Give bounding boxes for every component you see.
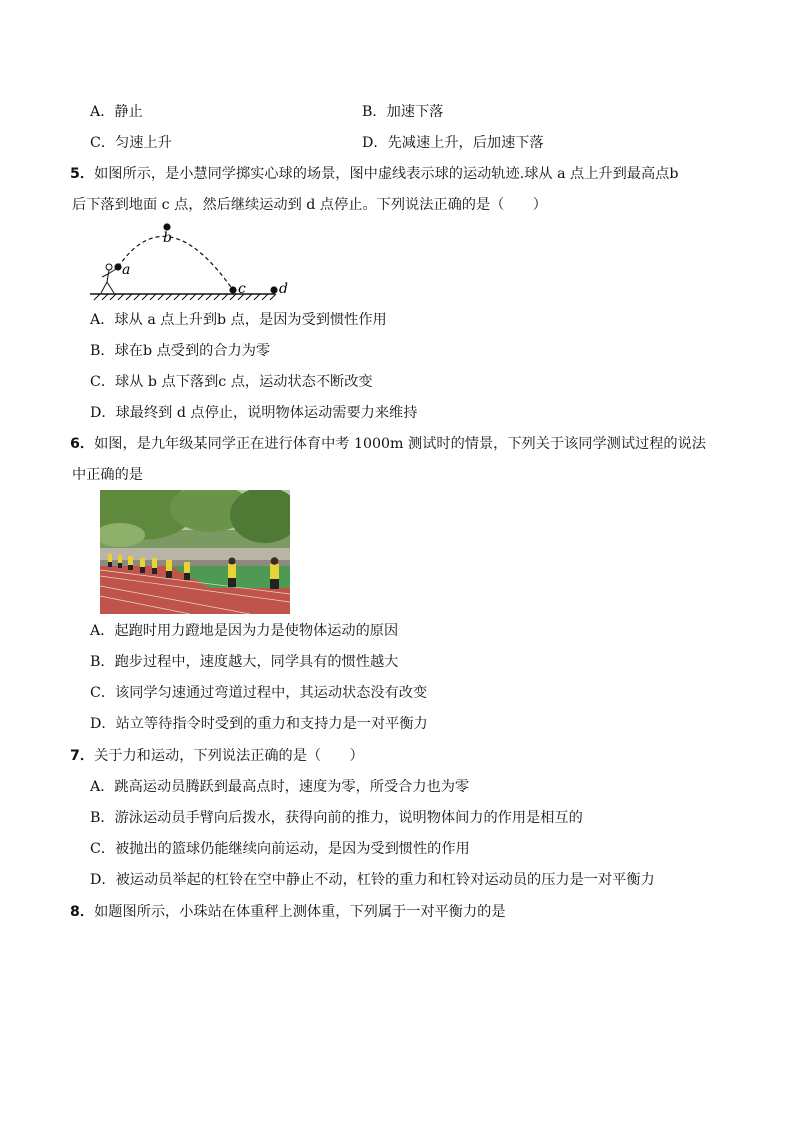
q5-option-d: D．球最终到 d 点停止，说明物体运动需要力来维持 xyxy=(90,405,418,421)
label-c: c xyxy=(238,281,246,297)
ground-hatching xyxy=(94,294,276,300)
q6-stem-line1 xyxy=(70,434,706,454)
q4-option-a: A．静止 xyxy=(90,104,143,120)
q8-stem-line1 xyxy=(70,902,506,922)
q5-stem-line1 xyxy=(70,164,678,184)
q5-stem-line2: 后下落到地面 c 点，然后继续运动到 d 点停止。下列说法正确的是（ ） xyxy=(72,197,547,213)
running-test-photo xyxy=(100,490,290,614)
q6-option-d: D．站立等待指令时受到的重力和支持力是一对平衡力 xyxy=(90,716,428,732)
q6-stem-line2: 中正确的是 xyxy=(72,467,143,483)
label-d: d xyxy=(279,281,288,297)
ball-point-c xyxy=(229,286,236,293)
q7-stem-line1 xyxy=(70,746,364,766)
q7-option-a: A．跳高运动员腾跃到最高点时，速度为零，所受合力也为零 xyxy=(90,779,470,795)
q5-number: 5． xyxy=(70,166,95,182)
q6-option-a: A．起跑时用力蹬地是因为力是使物体运动的原因 xyxy=(90,623,399,639)
label-b: b xyxy=(163,230,172,246)
ball-trajectory-figure xyxy=(85,214,295,304)
ball-point-a xyxy=(114,263,121,270)
q8-number: 8． xyxy=(70,904,95,920)
q7-option-d: D．被运动员举起的杠铃在空中静止不动，杠铃的重力和杠铃对运动员的压力是一对平衡力 xyxy=(90,872,655,888)
q5-stem-text1: 如图所示，是小慧同学掷实心球的场景，图中虚线表示球的运动轨迹.球从 a 点上升到最高点b xyxy=(94,166,679,182)
q8-stem-text1: 如题图所示，小珠站在体重秤上测体重，下列属于一对平衡力的是 xyxy=(94,904,506,920)
q4-option-d: D．先减速上升，后加速下落 xyxy=(362,135,544,151)
q7-number: 7． xyxy=(70,748,95,764)
thrower-figure xyxy=(101,264,116,293)
q6-number: 6． xyxy=(70,436,95,452)
q7-option-c: C．被抛出的篮球仍能继续向前运动，是因为受到惯性的作用 xyxy=(90,841,470,857)
q7-stem-text1: 关于力和运动，下列说法正确的是（ ） xyxy=(94,748,364,764)
q7-option-b: B．游泳运动员手臂向后拨水，获得向前的推力，说明物体间力的作用是相互的 xyxy=(90,810,583,826)
q6-stem-text1: 如图，是九年级某同学正在进行体育中考 1000m 测试时的情景，下列关于该同学测试过程的说法 xyxy=(94,436,706,452)
trajectory-dashed-path xyxy=(118,236,233,290)
q6-option-c: C．该同学匀速通过弯道过程中，其运动状态没有改变 xyxy=(90,685,428,701)
q5-option-c: C．球从 b 点下落到c 点，运动状态不断改变 xyxy=(90,374,373,390)
q5-option-b: B．球在b 点受到的合力为零 xyxy=(90,343,271,359)
q4-option-b: B．加速下落 xyxy=(362,104,444,120)
q6-option-b: B．跑步过程中，速度越大，同学具有的惯性越大 xyxy=(90,654,399,670)
label-a: a xyxy=(122,262,131,278)
q4-option-c: C．匀速上升 xyxy=(90,135,172,151)
ball-point-d xyxy=(270,286,277,293)
q5-option-a: A．球从 a 点上升到b 点，是因为受到惯性作用 xyxy=(90,312,387,328)
